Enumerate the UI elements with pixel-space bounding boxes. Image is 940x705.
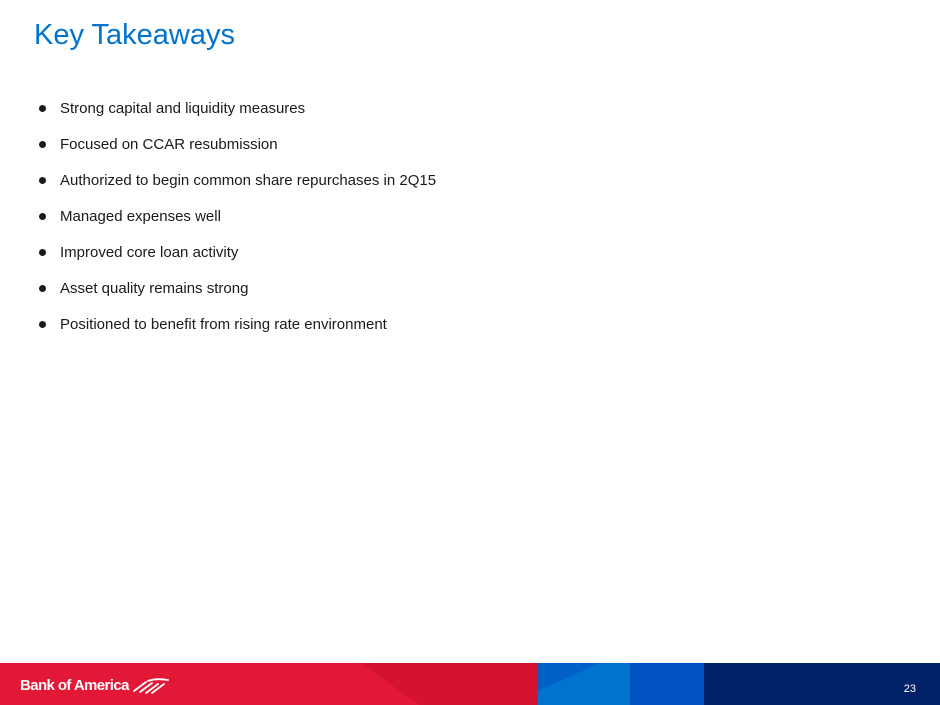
bullet-icon (39, 141, 46, 148)
bullet-icon (39, 213, 46, 220)
bullet-text: Improved core loan activity (60, 243, 239, 261)
bullet-icon (39, 249, 46, 256)
bank-of-america-logo (20, 677, 170, 694)
list-item (38, 270, 436, 306)
footer-mid-blue-band (630, 663, 704, 705)
logo-text: Bank of America (20, 677, 129, 694)
bullet-icon (39, 177, 46, 184)
footer-bar (0, 663, 940, 705)
takeaways-list (38, 90, 436, 342)
bullet-text: Authorized to begin common share repurchases in 2Q15 (60, 171, 437, 189)
bullet-text: Strong capital and liquidity measures (60, 99, 306, 117)
list-item (38, 126, 436, 162)
bullet-icon (39, 321, 46, 328)
list-item (38, 198, 436, 234)
bullet-text: Positioned to benefit from rising rate environment (60, 315, 387, 333)
bullet-text: Asset quality remains strong (60, 279, 249, 297)
slide-title: Key Takeaways (34, 19, 235, 51)
page-number: 23 (903, 683, 916, 695)
bullet-icon (39, 285, 46, 292)
bullet-text: Focused on CCAR resubmission (60, 135, 278, 153)
list-item (38, 90, 436, 126)
bullet-text: Managed expenses well (60, 207, 221, 225)
bullet-icon (39, 105, 46, 112)
list-item (38, 306, 436, 342)
list-item (38, 162, 436, 198)
flagscape-icon (132, 678, 170, 694)
list-item (38, 234, 436, 270)
